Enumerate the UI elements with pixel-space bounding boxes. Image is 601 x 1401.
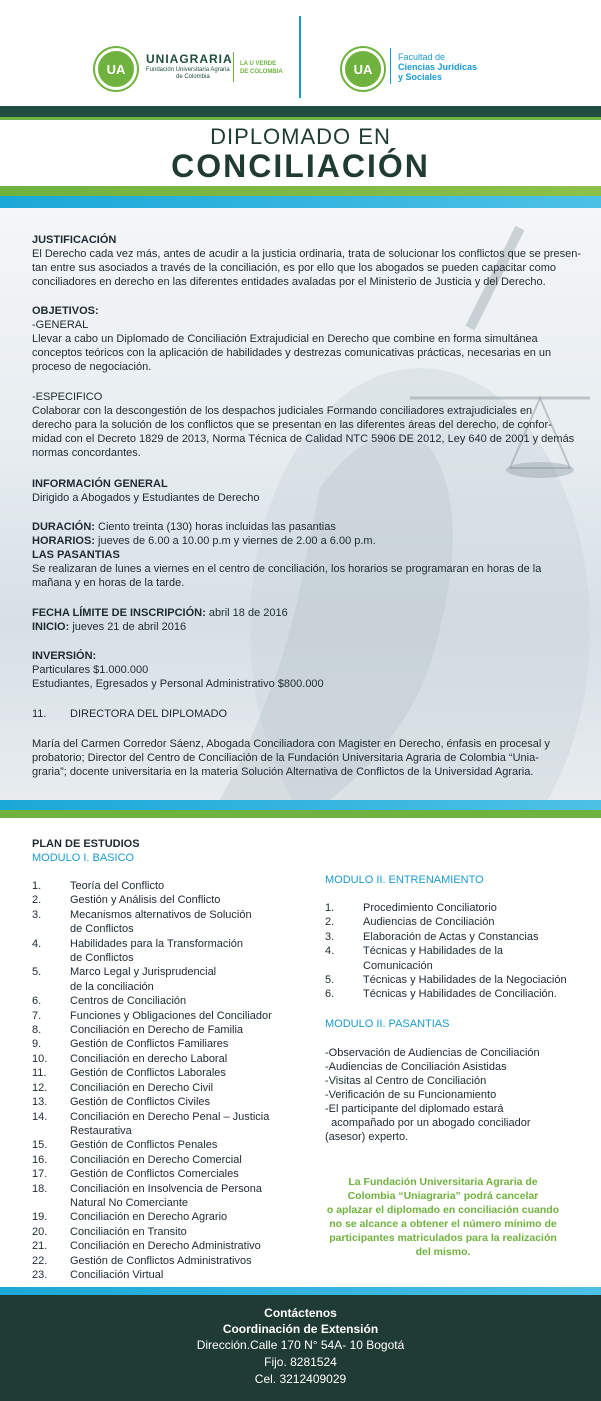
paragraph-line: Estudiantes, Egresados y Personal Administrativo $800.000	[32, 678, 324, 690]
justificacion-section	[32, 233, 581, 289]
item-text: Habilidades para la Transformación	[70, 937, 244, 950]
list-item-line	[32, 1239, 272, 1253]
fechas-section	[32, 606, 288, 634]
item-text: Conciliación en Derecho Administrativo	[70, 1240, 261, 1253]
list-item: -Verificación de su Funcionamiento	[325, 1089, 497, 1101]
item-number: 2.	[32, 894, 42, 907]
item-text: Conciliación en derecho Laboral	[70, 1052, 228, 1065]
footer-subheading: Coordinación de Extensión	[222, 1322, 379, 1336]
list-item	[325, 944, 567, 973]
plan-heading: PLAN DE ESTUDIOS	[32, 838, 140, 850]
item-text: Centros de Conciliación	[70, 995, 187, 1008]
item-number: 13.	[32, 1096, 48, 1109]
list-item	[32, 1239, 272, 1253]
footer-address: Dirección.Calle 170 N° 54A- 10 Bogotá	[196, 1338, 405, 1352]
list-item-line	[32, 1225, 272, 1239]
list-item	[325, 915, 567, 929]
list-item-line	[325, 987, 567, 1001]
list-item	[32, 879, 272, 893]
item-text: de la conciliación	[70, 980, 154, 993]
list-item-line	[32, 908, 272, 922]
list-item	[32, 1110, 272, 1139]
list-item-line	[32, 994, 272, 1008]
brand-sub-line: Fundación Universitaria Agraria	[146, 67, 230, 73]
list-item: -Visitas al Centro de Conciliación	[325, 1075, 487, 1087]
list-item-line	[32, 965, 272, 979]
paragraph-line: Se realizaran de lunes a viernes en el centro de conciliación, los horarios se programaran en horas de la	[32, 563, 542, 575]
module-heading: MODULO II. ENTRENAMIENTO	[325, 874, 484, 886]
module2-list	[325, 901, 567, 1002]
item-text: Funciones y Obligaciones del Conciliador	[70, 1009, 272, 1022]
directora-section	[32, 737, 550, 779]
list-item-line	[32, 1167, 272, 1181]
list-item	[32, 994, 272, 1008]
item-text: Gestión de Conflictos Laborales	[70, 1067, 226, 1080]
item-text: Mecanismos alternativos de Solución	[70, 908, 252, 921]
list-item	[32, 1153, 272, 1167]
module-heading: MODULO I. BASICO	[32, 852, 135, 864]
item-number: 11.	[32, 708, 47, 720]
item-text: Procedimiento Conciliatorio	[363, 902, 497, 914]
item-text: de Conflictos	[70, 923, 134, 936]
blue-band	[0, 800, 601, 810]
item-text: Conciliación en Derecho Comercial	[70, 1153, 242, 1166]
item-text: Audiencias de Conciliación	[363, 916, 495, 929]
item-number: 5.	[32, 966, 42, 979]
list-item	[32, 937, 272, 966]
fecha-limite-line	[32, 606, 288, 620]
item-text: Gestión de Conflictos Administrativos	[70, 1254, 252, 1267]
notice-line: o aplazar el diplomado en conciliación cuando	[326, 1204, 560, 1216]
section-heading: JUSTIFICACIÓN	[32, 234, 117, 246]
item-text: Gestión de Conflictos Penales	[70, 1139, 218, 1152]
footer	[0, 1295, 601, 1401]
list-item	[325, 901, 567, 915]
list-item: (asesor) experto.	[325, 1131, 409, 1143]
item-number: 16.	[32, 1153, 48, 1166]
blue-band	[0, 196, 601, 208]
item-text: Comunicación	[363, 959, 433, 972]
list-item: -Audiencias de Conciliación Asistidas	[325, 1061, 507, 1073]
value: Ciento treinta (130) horas incluidas las pasantias	[94, 521, 336, 533]
info-section	[32, 477, 259, 505]
paragraph-line: normas concordantes.	[32, 447, 141, 459]
list-item-line	[32, 1268, 272, 1282]
list-item	[325, 973, 567, 987]
item-number: 3.	[32, 908, 42, 921]
paragraph-line: María del Carmen Corredor Sáenz, Abogada Conciliadora con Magister en Derecho, énfasis en procesal y	[32, 738, 550, 750]
logo-initials: UA	[353, 61, 373, 77]
faculty-divider	[390, 48, 391, 84]
item-number: 5.	[325, 974, 335, 987]
item-number: 1.	[32, 880, 42, 892]
item-text: Técnicas y Habilidades de la Negociación	[363, 974, 567, 987]
notice-line: participantes matriculados para la realización	[329, 1232, 557, 1244]
paragraph-line: midad con el Decreto 1829 de 2013, Norma Técnica de Calidad NTC 5906 DE 2012, Ley 640 de 2001 y demás	[32, 433, 575, 445]
list-item-line	[32, 1066, 272, 1080]
item-number: 17.	[32, 1168, 48, 1181]
section-heading: OBJETIVOS:	[32, 305, 99, 317]
item-number: 9.	[32, 1038, 42, 1051]
list-item	[325, 987, 567, 1001]
item-text: Marco Legal y Jurisprudencial	[70, 966, 217, 979]
list-item-line	[325, 944, 567, 958]
green-band	[0, 186, 601, 196]
label: INICIO:	[32, 621, 70, 633]
paragraph-line: conciliadores en derecho en las diferentes entidades avaladas por el Ministerio de Justicia y del Derecho.	[32, 276, 546, 288]
horarios-line	[32, 534, 541, 548]
faculty-logo-icon	[342, 48, 384, 90]
list-item	[32, 1009, 272, 1023]
list-item-line	[32, 922, 272, 936]
item-text: Gestión de Conflictos Civiles	[70, 1096, 211, 1109]
list-item-line	[32, 1254, 272, 1268]
directora-heading	[32, 707, 227, 721]
brand-sub-line: de Colombia	[176, 74, 210, 80]
item-text: Conciliación en Transito	[70, 1225, 187, 1238]
brand-subtitle	[146, 67, 230, 81]
tagline	[240, 60, 283, 76]
notice-line: Colombia “Uniagraria” podrá cancelar	[347, 1190, 539, 1202]
paragraph-line: Dirigido a Abogados y Estudiantes de Derecho	[32, 492, 260, 504]
item-number: 1.	[325, 902, 335, 914]
faculty-line: y Sociales	[398, 72, 443, 82]
subheading: -GENERAL	[32, 319, 89, 331]
item-text: Gestión de Conflictos Familiares	[70, 1038, 229, 1051]
item-text: Teoría del Conflicto	[70, 880, 165, 892]
item-text: Gestión y Análisis del Conflicto	[70, 894, 221, 907]
list-item-line	[32, 1023, 272, 1037]
cancellation-notice	[318, 1175, 568, 1259]
blue-band	[0, 1287, 601, 1295]
list-item-line	[32, 893, 272, 907]
green-band	[0, 810, 601, 818]
list-item-line	[32, 1081, 272, 1095]
inicio-line	[32, 620, 288, 634]
paragraph-line: probatorio; Director del Centro de Conciliación de la Fundación Universitaria Agraria de Colombia “Unia-	[32, 752, 539, 764]
list-item-line	[32, 1153, 272, 1167]
item-number: 18.	[32, 1182, 48, 1195]
header-divider	[233, 52, 234, 82]
paragraph-line: tan entre sus asociados a través de la conciliación, es por ello que los abogados se pueden capacitar como	[32, 262, 557, 274]
notice-line: La Fundación Universitaria Agraria de	[348, 1176, 538, 1188]
list-item-line	[32, 980, 272, 994]
especifico-section	[32, 390, 574, 460]
item-number: 22.	[32, 1254, 48, 1267]
item-text: Elaboración de Actas y Constancias	[363, 930, 539, 943]
plan-heading-block	[32, 837, 140, 865]
item-number: 8.	[32, 1024, 42, 1037]
list-item-line	[325, 901, 567, 915]
item-text: Conciliación en Derecho Agrario	[70, 1211, 228, 1224]
paragraph-line: Particulares $1.000.000	[32, 664, 149, 676]
title-area	[0, 120, 601, 186]
footer-heading: Contáctenos	[264, 1306, 337, 1320]
logo-initials: UA	[106, 61, 126, 77]
list-item-line	[32, 1037, 272, 1051]
list-item-line	[32, 1210, 272, 1224]
list-item	[32, 1182, 272, 1211]
list-item	[32, 1095, 272, 1109]
list-item	[32, 1037, 272, 1051]
list-item-line	[325, 915, 567, 929]
brand-name: UNIAGRARIA	[146, 52, 233, 66]
item-text: Conciliación en Derecho Penal – Justicia	[70, 1110, 270, 1123]
paragraph-line: proceso de negociación.	[32, 361, 152, 373]
list-item-line	[325, 930, 567, 944]
label: HORARIOS:	[32, 535, 95, 547]
paragraph-line: derecho para la solución de los conflictos que se presentan en las diferentes áreas del derecho, de confor-	[32, 419, 552, 431]
list-item-line	[32, 951, 272, 965]
item-number: 2.	[325, 916, 335, 929]
item-text: Conciliación Virtual	[70, 1268, 164, 1281]
notice-line: del mismo.	[415, 1246, 471, 1258]
section-heading: INVERSIÓN:	[32, 650, 97, 662]
paragraph-line: conceptos teóricos con la aplicación de habilidades y destrezas comunicativas prácticas, necesarias en un	[32, 347, 552, 359]
item-number: 19.	[32, 1211, 48, 1224]
list-item-line	[32, 1182, 272, 1196]
list-item	[32, 908, 272, 937]
pasantias-list	[325, 1046, 540, 1144]
item-text: Técnicas y Habilidades de Conciliación.	[363, 988, 557, 1001]
item-number: 4.	[32, 937, 42, 950]
list-item-line	[325, 973, 567, 987]
list-item-line	[325, 959, 567, 973]
paragraph-line: graria”; docente universitaria en la materia Solución Alternativa de Conflictos de la Universidad Agraria.	[32, 766, 534, 778]
title-line1: DIPLOMADO EN	[210, 124, 391, 149]
item-number: 12.	[32, 1081, 48, 1094]
subheading: -ESPECIFICO	[32, 391, 103, 403]
paragraph-line: El Derecho cada vez más, antes de acudir a la justicia ordinaria, trata de solucionar los conflictos que se presen-	[32, 248, 582, 260]
list-item	[32, 1167, 272, 1181]
notice-line: no se alcance a obtener el número mínimo de	[329, 1218, 557, 1230]
list-item	[32, 1254, 272, 1268]
value: jueves 21 de abril 2016	[69, 621, 187, 633]
list-item-line	[32, 1138, 272, 1152]
item-number: 3.	[325, 930, 335, 943]
list-item: -Observación de Audiencias de Conciliación	[325, 1047, 540, 1059]
list-item	[32, 1081, 272, 1095]
faculty-name	[398, 52, 477, 82]
list-item	[32, 1138, 272, 1152]
top-stripe	[0, 106, 601, 117]
item-text: Técnicas y Habilidades de la	[363, 945, 504, 958]
list-item	[32, 1268, 272, 1282]
list-item-line	[32, 1110, 272, 1124]
tagline-line: LA U VERDE	[240, 61, 277, 67]
item-number: 6.	[32, 995, 42, 1008]
inversion-section	[32, 649, 324, 691]
item-number: 15.	[32, 1139, 48, 1152]
label: DURACIÓN:	[32, 521, 95, 533]
tagline-line: DE COLOMBIA	[240, 69, 283, 75]
title-line2: CONCILIACIÓN	[171, 148, 430, 184]
paragraph-line: mañana y en horas de la tarde.	[32, 577, 185, 589]
item-number: 11.	[32, 1067, 47, 1080]
faculty-line: Facultad de	[398, 52, 446, 62]
duracion-section	[32, 520, 541, 590]
list-item	[32, 1210, 272, 1224]
module-heading: MODULO II. PASANTIAS	[325, 1018, 450, 1030]
item-number: 10.	[32, 1052, 48, 1065]
item-number: 6.	[325, 988, 335, 1001]
footer-phone: Fijo. 8281524	[264, 1355, 337, 1369]
section-heading: INFORMACIÓN GENERAL	[32, 478, 168, 490]
footer-mobile: Cel. 3212409029	[254, 1372, 347, 1386]
list-item	[32, 1225, 272, 1239]
item-text: Gestión de Conflictos Comerciales	[70, 1168, 239, 1181]
header-separator	[299, 16, 301, 98]
list-item-line	[32, 1009, 272, 1023]
list-item	[32, 1052, 272, 1066]
list-item: acompañado por un abogado conciliador	[325, 1117, 531, 1129]
item-number: 23.	[32, 1268, 48, 1281]
item-text: Conciliación en Derecho Civil	[70, 1081, 214, 1094]
list-item-line	[32, 879, 272, 893]
section-heading: LAS PASANTIAS	[32, 549, 120, 561]
value: jueves de 6.00 a 10.00 p.m y viernes de 2.00 a 6.00 p.m.	[94, 535, 376, 547]
item-number: 21.	[32, 1240, 48, 1253]
paragraph-line: Colaborar con la descongestión de los despachos judiciales Formando conciliadores extrajudiciales en	[32, 405, 533, 417]
item-text: de Conflictos	[70, 952, 134, 965]
duracion-line	[32, 520, 541, 534]
item-number: 14.	[32, 1110, 48, 1123]
item-number: 4.	[325, 945, 335, 958]
list-item: -El participante del diplomado estará	[325, 1103, 504, 1115]
list-item-line	[32, 1052, 272, 1066]
item-text: Restaurativa	[70, 1124, 132, 1137]
value: abril 18 de 2016	[205, 607, 288, 619]
list-item-line	[32, 1095, 272, 1109]
section-heading: DIRECTORA DEL DIPLOMADO	[70, 708, 228, 720]
list-item	[32, 893, 272, 907]
list-item-line	[32, 1196, 272, 1210]
item-number: 20.	[32, 1225, 48, 1238]
item-text: Conciliación en Derecho de Familia	[70, 1024, 244, 1037]
list-item-line	[32, 937, 272, 951]
item-text: Conciliación en Insolvencia de Persona	[70, 1182, 263, 1195]
uniagraria-logo-icon	[95, 48, 137, 90]
module1-list	[32, 879, 272, 1282]
label: FECHA LÍMITE DE INSCRIPCIÓN:	[32, 607, 206, 619]
list-item	[32, 965, 272, 994]
header	[0, 0, 601, 105]
list-item	[32, 1023, 272, 1037]
objetivos-section	[32, 304, 551, 374]
list-item-line	[32, 1124, 272, 1138]
list-item	[32, 1066, 272, 1080]
item-number: 7.	[32, 1009, 42, 1022]
paragraph-line: Llevar a cabo un Diplomado de Conciliación Extrajudicial en Derecho que combine en forma simultánea	[32, 333, 538, 345]
item-text: Natural No Comerciante	[70, 1196, 188, 1209]
faculty-line: Ciencias Jurídicas	[398, 62, 478, 72]
list-item	[325, 930, 567, 944]
